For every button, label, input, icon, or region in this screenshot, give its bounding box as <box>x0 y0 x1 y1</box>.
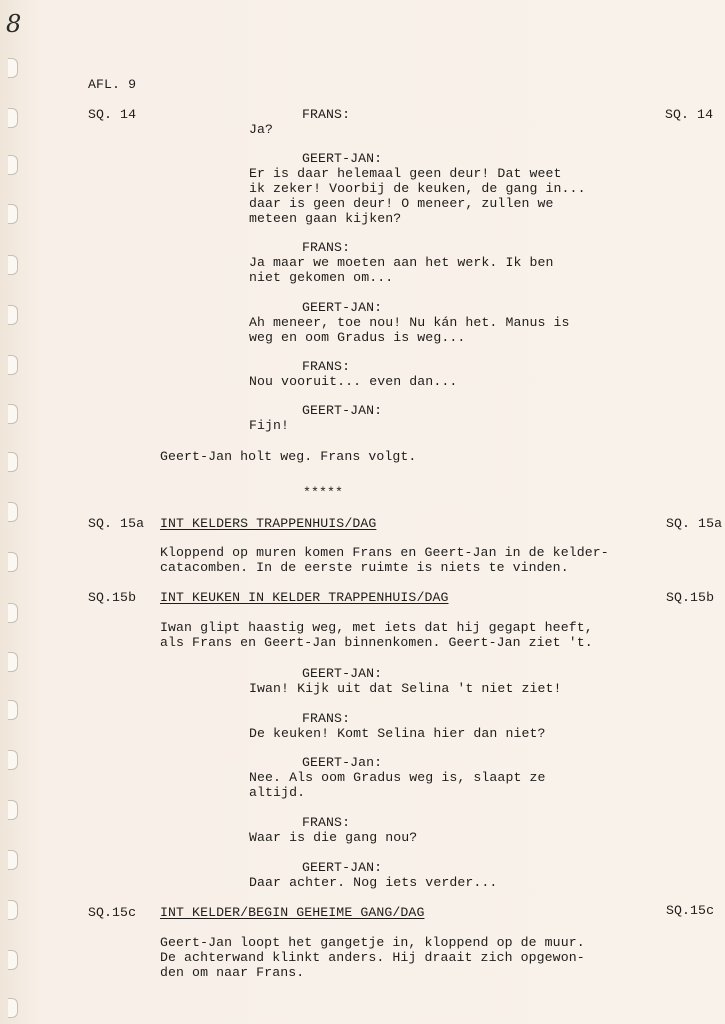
dialogue: Iwan! Kijk uit dat Selina 't niet ziet! <box>249 681 562 696</box>
action-line: Geert-Jan loopt het gangetje in, kloppend op de muur. De achterwand klinkt anders. Hij draait zich opgewon- den om naar Frans. <box>160 935 585 980</box>
scene-heading: INT KELDER/BEGIN GEHEIME GANG/DAG <box>160 905 425 920</box>
binding-hole <box>8 603 18 623</box>
binding-hole <box>8 502 18 522</box>
binding-hole <box>8 305 18 325</box>
scene-label-left: SQ. 14 <box>88 107 137 122</box>
dialogue: Waar is die gang nou? <box>249 830 418 845</box>
speaker: FRANS: <box>302 359 351 374</box>
action-line: Geert-Jan holt weg. Frans volgt. <box>160 449 417 464</box>
dialogue: Daar achter. Nog iets verder... <box>249 875 498 890</box>
binding-hole <box>8 255 18 275</box>
episode-label: AFL. 9 <box>88 77 137 92</box>
scene-label-right: SQ.15b <box>666 590 715 605</box>
binding-hole <box>8 355 18 375</box>
scene-label-left: SQ.15c <box>88 905 137 920</box>
binding-hole <box>8 58 18 78</box>
binding-hole <box>8 800 18 820</box>
binding-hole <box>8 900 18 920</box>
speaker: FRANS: <box>302 815 351 830</box>
dialogue: Ah meneer, toe nou! Nu kán het. Manus is weg en oom Gradus is weg... <box>249 315 570 345</box>
binding-hole <box>8 750 18 770</box>
speaker: FRANS: <box>302 107 351 122</box>
speaker: GEERT-JAN: <box>302 300 383 315</box>
scene-label-right: SQ. 15a <box>666 516 723 531</box>
action-line: Iwan glipt haastig weg, met iets dat hij gegapt heeft, als Frans en Geert-Jan binnenkomen. Geert-Jan ziet 't. <box>160 620 593 650</box>
speaker: GEERT-JAN: <box>302 860 383 875</box>
binding-hole <box>8 552 18 572</box>
page-number: 8 <box>6 10 22 38</box>
binding-hole <box>8 404 18 424</box>
binding-hole <box>8 108 18 128</box>
scene-label-right: SQ.15c <box>666 903 715 918</box>
binding-hole <box>8 452 18 472</box>
binding-hole <box>8 155 18 175</box>
binding-hole <box>8 204 18 224</box>
speaker: GEERT-JAN: <box>302 151 383 166</box>
speaker: FRANS: <box>302 711 351 726</box>
binding-hole <box>8 998 18 1018</box>
binding-hole <box>8 652 18 672</box>
dialogue: Er is daar helemaal geen deur! Dat weet ik zeker! Voorbij de keuken, de gang in... daar is geen deur! O meneer, zullen we meteen gaan kijken? <box>249 166 586 226</box>
binding-hole <box>8 950 18 970</box>
scene-label-left: SQ.15b <box>88 590 137 605</box>
speaker: FRANS: <box>302 240 351 255</box>
binding-hole <box>8 850 18 870</box>
binding-holes <box>0 0 30 1024</box>
speaker: GEERT-Jan: <box>302 755 383 770</box>
dialogue: De keuken! Komt Selina hier dan niet? <box>249 726 546 741</box>
scene-separator: ***** <box>303 485 344 500</box>
dialogue: Ja maar we moeten aan het werk. Ik ben niet gekomen om... <box>249 255 554 285</box>
dialogue: Ja? <box>249 122 274 137</box>
scene-heading: INT KELDERS TRAPPENHUIS/DAG <box>160 516 377 531</box>
dialogue: Nee. Als oom Gradus weg is, slaapt ze altijd. <box>249 770 546 800</box>
action-line: Kloppend op muren komen Frans en Geert-Jan in de kelder- catacomben. In de eerste ruimte is niets te vinden. <box>160 545 609 575</box>
dialogue: Fijn! <box>249 418 290 433</box>
speaker: GEERT-JAN: <box>302 403 383 418</box>
scene-label-left: SQ. 15a <box>88 516 145 531</box>
scene-label-right: SQ. 14 <box>665 107 714 122</box>
dialogue: Nou vooruit... even dan... <box>249 374 458 389</box>
speaker: GEERT-JAN: <box>302 666 383 681</box>
binding-hole <box>8 700 18 720</box>
scene-heading: INT KEUKEN IN KELDER TRAPPENHUIS/DAG <box>160 590 449 605</box>
